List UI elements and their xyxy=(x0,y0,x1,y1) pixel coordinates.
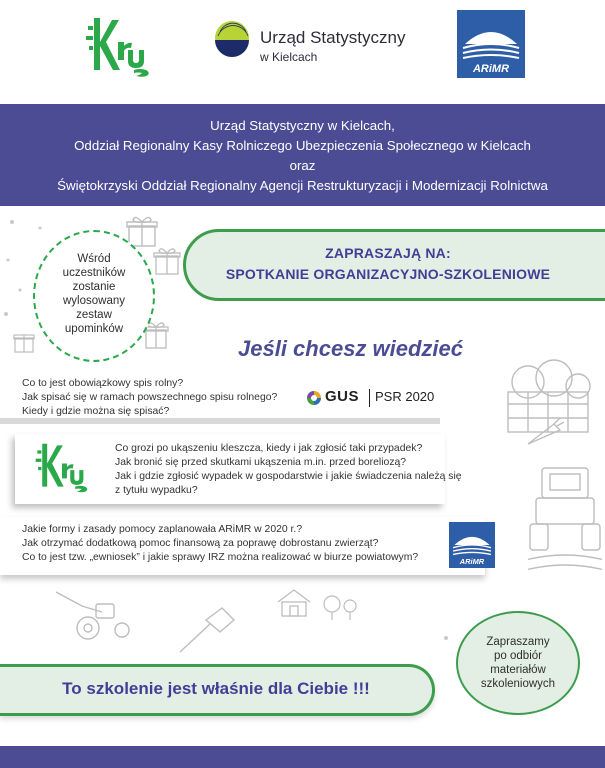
footer-band xyxy=(0,746,605,768)
invitation-line: SPOTKANIE ORGANIZACYJNO-SZKOLENIOWE xyxy=(225,266,551,282)
tree-icon xyxy=(322,592,362,622)
krus-logo-small-icon xyxy=(34,438,90,494)
arimr-logo-text: ARiMR xyxy=(472,63,510,75)
arimr-section-text xyxy=(22,523,418,565)
krus-question: Jak bronić się przed skutkami ukąszenia m.in. przed boreliozą? xyxy=(115,457,407,468)
krus-question: z tytułu wypadku? xyxy=(115,485,198,496)
urzad-statystyczny-logo-icon xyxy=(212,18,252,70)
house-icon xyxy=(274,586,314,618)
urzad-statystyczny-city: w Kielcach xyxy=(260,50,318,64)
gift-note-line: zostanie xyxy=(72,281,116,293)
cultivator-icon xyxy=(52,586,138,642)
gus-section-text xyxy=(22,377,277,419)
training-text: To szkolenie jest właśnie dla Ciebie !!! xyxy=(62,679,370,698)
arimr-question: Jak otrzymać dodatkową pomoc finansową za poprawę dobrostanu zwierząt? xyxy=(22,538,379,549)
urzad-statystyczny-logo xyxy=(212,18,412,78)
materials-note-line: Zapraszamy xyxy=(486,636,550,648)
psr-logo-text: PSR 2020 xyxy=(375,389,435,404)
gift-note-line: upominków xyxy=(64,323,124,335)
training-banner xyxy=(0,664,435,716)
organizer-line: Świętokrzyski Oddział Regionalny Agencji Restrukturyzacji i Modernizacji Rolnictwa xyxy=(57,178,548,193)
gift-box-icon xyxy=(152,246,182,276)
gift-note-line: Wśród xyxy=(77,253,111,265)
page-heading: Jeśli chcesz wiedzieć xyxy=(238,336,464,361)
organizers-band xyxy=(0,104,605,206)
materials-note-line: szkoleniowych xyxy=(480,678,556,690)
krus-question: Co grozi po ukąszeniu kleszcza, kiedy i jak zgłosić taki przypadek? xyxy=(115,443,423,454)
gift-note-line: wylosowany xyxy=(63,295,125,307)
gus-psr-logo xyxy=(306,388,435,408)
shovel-icon xyxy=(176,606,236,656)
invitation-line: ZAPRASZAJĄ NA: xyxy=(325,245,451,261)
gus-question: Co to jest obowiązkowy spis rolny? xyxy=(22,378,184,389)
organizer-line: Oddział Regionalny Kasy Rolniczego Ubezpieczenia Społecznego w Kielcach xyxy=(74,138,531,153)
decorative-dots-icon xyxy=(436,628,456,648)
arimr-logo-small-icon xyxy=(449,522,495,568)
krus-question: Jak i gdzie zgłosić wypadek w gospodarstwie i jakie świadczenia należą się xyxy=(115,471,462,482)
gus-separator xyxy=(369,389,370,407)
tractor-icon xyxy=(528,462,602,582)
materials-note-line: materiałów xyxy=(490,664,546,676)
gus-question: Jak spisać się w ramach powszechnego spisu rolnego? xyxy=(22,392,278,403)
gift-box-icon xyxy=(12,330,36,354)
materials-note xyxy=(456,611,580,715)
arimr-logo-icon xyxy=(457,10,525,78)
urzad-statystyczny-name: Urząd Statystyczny xyxy=(260,28,406,47)
gus-logo-text: GUS xyxy=(325,388,360,405)
krus-section-text xyxy=(115,442,462,498)
gift-note xyxy=(33,230,155,362)
organizer-line: Urząd Statystyczny w Kielcach, xyxy=(210,118,395,133)
gift-note-line: zestaw xyxy=(76,309,112,321)
organizer-line: oraz xyxy=(289,158,316,173)
carrot-icon xyxy=(524,416,564,450)
gus-question: Kiedy i gdzie można się spisać? xyxy=(22,406,170,417)
gus-logo-icon xyxy=(306,390,322,406)
logo-bar xyxy=(0,0,605,104)
invitation-banner xyxy=(183,229,605,301)
arimr-logo-small-text: ARiMR xyxy=(459,556,485,566)
gift-note-line: uczestników xyxy=(62,267,126,279)
arimr-question: Co to jest tzw. „ewniosek” i jakie sprawy IRZ można realizować w biurze powiatowym? xyxy=(22,552,419,563)
arimr-question: Jakie formy i zasady pomocy zaplanowała ARiMR w 2020 r.? xyxy=(22,524,303,535)
materials-note-line: po odbiór xyxy=(494,650,542,662)
krus-logo-icon xyxy=(84,12,152,78)
arimr-section xyxy=(0,517,485,575)
